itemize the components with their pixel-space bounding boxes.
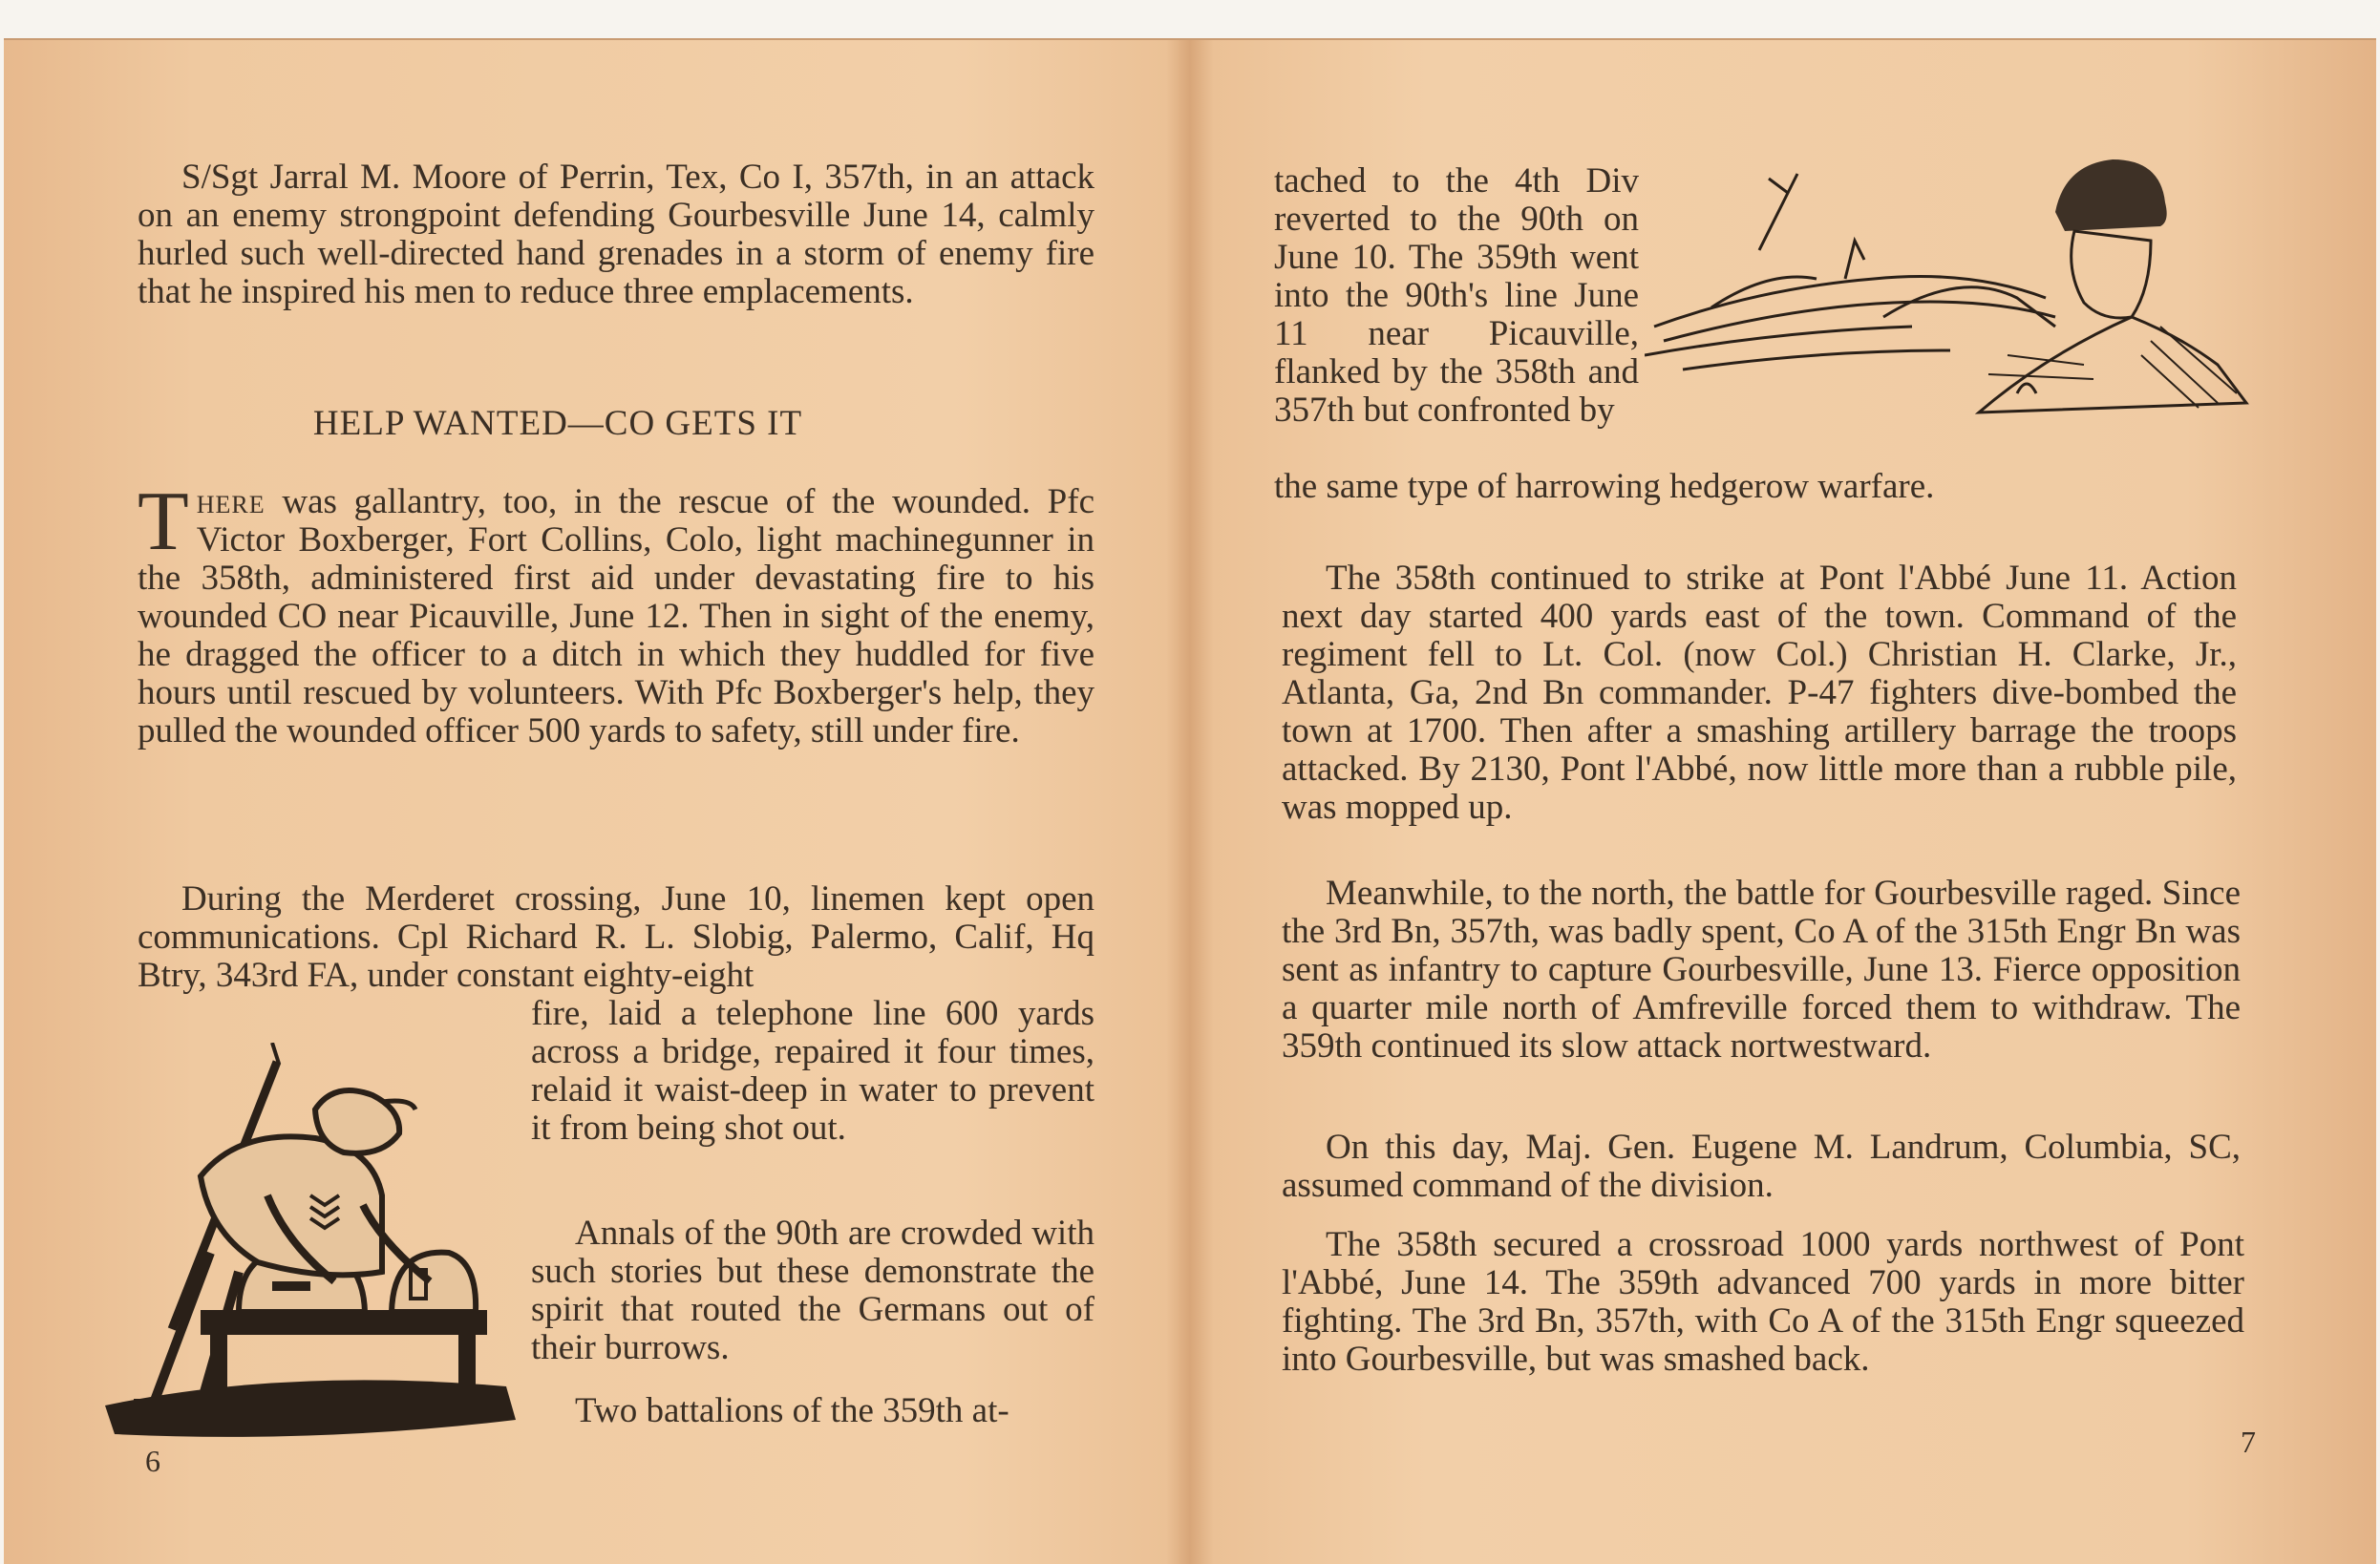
paragraph-merderet-continued-text: fire, laid a telephone line 600 yards across a bridge, repaired it four times, relaid it waist-deep in water to prevent it from being shot out.: [531, 994, 1094, 1148]
small-caps-lead: here: [196, 482, 266, 521]
paragraph-landrum-text: On this day, Maj. Gen. Eugene M. Landrum, Columbia, SC, assumed command of the division.: [1282, 1128, 2241, 1205]
paragraph-meanwhile: [1282, 875, 2241, 1066]
paragraph-two-battalions-text: Two battalions of the 359th at-: [575, 1391, 1009, 1430]
paragraph-annals-text: Annals of the 90th are crowded with such stories but these demonstrate the spirit that routed the Germans out of their burrows.: [531, 1214, 1094, 1367]
paragraph-crossroad: [1282, 1226, 2244, 1379]
paragraph-merderet-text: During the Merderet crossing, June 10, linemen kept open communications. Cpl Richard R. L. Slobig, Palermo, Calif, Hq Btry, 343rd FA, under constant eighty-eight: [138, 879, 1094, 995]
left-page: [4, 40, 1186, 1564]
book-spread: [4, 38, 2376, 1564]
paragraph-crossroad-text: The 358th secured a crossroad 1000 yards northwest of Pont l'Abbé, June 14. The 359th advanced 700 yards in more bitter fighting. The 3rd Bn, 357th, with Co A of the 315th Engr squeezed into Gourbesville, but was smashed back.: [1282, 1225, 2244, 1379]
paragraph-meanwhile-text: Meanwhile, to the north, the battle for Gourbesville raged. Since the 3rd Bn, 357th, was badly spent, Co A of the 315th Engr Bn was sent as infantry to capture Gourbesville, June 13. Fierce opposition a quarter mile north of Amfreville forced them to withdraw. The 359th continued its slow attack nortwestward.: [1282, 874, 2241, 1066]
right-page: [1186, 40, 2376, 1564]
paragraph-358th-text: The 358th continued to strike at Pont l'Abbé June 11. Action next day started 400 yards east of the town. Command of the regiment fell to Lt. Col. (now Col.) Christian H. Clarke, Jr., Atlanta, Ga, 2nd Bn commander. P-47 fighters dive-bombed the town at 1700. Then after a smashing artillery barrage the troops attacked. By 2130, Pont l'Abbé, now little more than a rubble pile, was mopped up.: [1282, 559, 2237, 827]
paragraph-tached-continued-text: the same type of harrowing hedgerow warfare.: [1274, 467, 1935, 506]
paragraph-merderet: [138, 880, 1094, 995]
paragraph-358th: [1282, 560, 2237, 827]
paragraph-two-battalions: [531, 1392, 1094, 1430]
paragraph-tached-text: tached to the 4th Div reverted to the 90th on June 10. The 359th went into the 90th's line June 11 near Picauville, flanked by the 358th and 357th but confronted by: [1274, 161, 1639, 430]
paragraph-gallantry-text: was gallantry, too, in the rescue of the wounded. Pfc Victor Boxberger, Fort Collins, Colo, light machinegunner in the 358th, administered first aid under devastating fire to his wounded CO near Picauville, June 12. Then in sight of the enemy, he dragged the officer to a ditch in which they huddled for five hours until rescued by volunteers. With Pfc Boxberger's help, they pulled the wounded officer 500 yards to safety, still under fire.: [138, 482, 1095, 750]
paragraph-gallantry: [138, 476, 1095, 750]
section-heading: HELP WANTED—CO GETS IT: [312, 404, 803, 443]
paragraph-tached-continued: [1274, 468, 2229, 506]
paragraph-tached: [1274, 162, 1639, 430]
hedgerow-soldier-sketch: [1645, 136, 2256, 451]
soldier-cartoon-illustration: [96, 1043, 544, 1444]
drop-cap: T: [138, 476, 189, 568]
page-number-left: 6: [145, 1444, 160, 1478]
paragraph-annals: [531, 1215, 1094, 1367]
paragraph-landrum: [1282, 1129, 2241, 1205]
paragraph-moore-text: S/Sgt Jarral M. Moore of Perrin, Tex, Co I, 357th, in an attack on an enemy strongpoint defending Gourbesville June 14, calmly hurled such well-directed hand grenades in a storm of enemy fire that he inspired his men to reduce three emplacements.: [138, 158, 1094, 311]
paragraph-merderet-continued: [531, 995, 1094, 1148]
paragraph-moore: [138, 159, 1094, 311]
page-number-right: 7: [2241, 1425, 2256, 1459]
